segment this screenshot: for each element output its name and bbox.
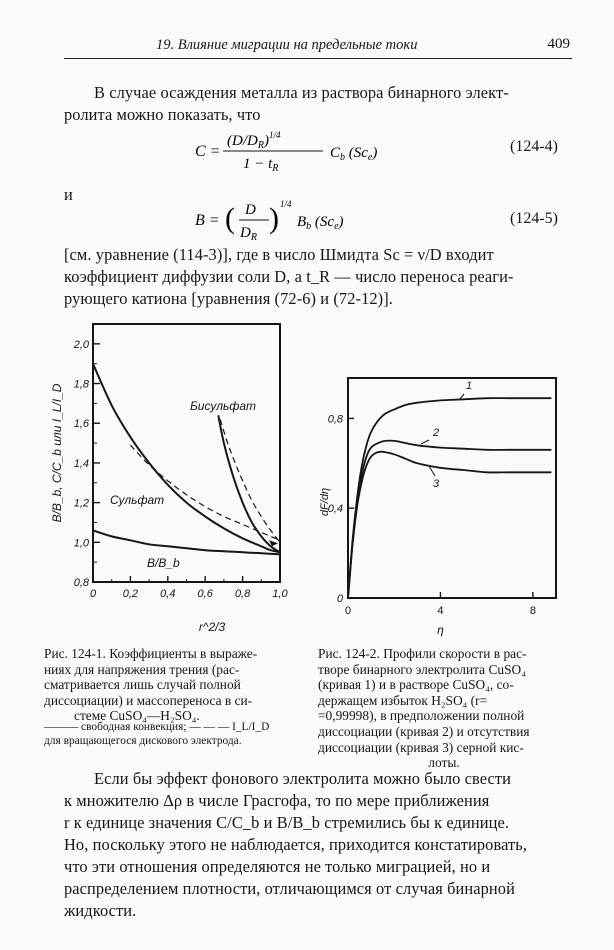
conjunction: и <box>64 185 73 204</box>
equation-denominator: $1 - t_R$ <box>243 156 279 174</box>
x-tick-label: 0 <box>344 605 352 617</box>
explanation-paragraph <box>64 244 572 310</box>
text-line: жидкости. <box>64 901 137 920</box>
label-b-over-bb: B/B_b <box>147 556 180 570</box>
page-number: 409 <box>547 36 570 52</box>
y-tick-label: 1,4 <box>73 457 89 470</box>
x-tick-label: 0,8 <box>234 588 251 600</box>
equation-124-5 <box>195 196 415 246</box>
y-axis-label: B/B_b, C/C_b или I_L/I_D <box>50 383 64 523</box>
text-line: Если бы эффект фонового электролита можно было свести <box>94 769 512 788</box>
text-line: рующего катиона [уравнения (72-6) и (72-12)]. <box>64 289 393 308</box>
equation-numerator: D <box>245 202 256 218</box>
equation-lhs: C = <box>195 143 221 160</box>
x-tick-label: 0,4 <box>160 588 176 600</box>
legend-line: для вращающегося дискового электрода. <box>44 735 242 747</box>
legend-line: ——— свободная конвекция; — — — I_L/I_D <box>44 721 270 733</box>
equation-numerator: $(D/D_R)^{1/4}$ <box>227 130 281 151</box>
x-tick-label: 8 <box>529 605 536 617</box>
curve-1 <box>348 398 551 598</box>
x-axis-label: η <box>437 623 444 637</box>
x-tick-label: 0,6 <box>197 588 213 600</box>
y-axis-label: dF/dη <box>319 487 331 517</box>
y-tick-label: 0,8 <box>327 413 343 426</box>
caption-line: держащем избыток H₂SO₄ (r= <box>318 692 488 708</box>
y-tick-label: 0,8 <box>73 577 89 589</box>
caption-line: Рис. 124-2. Профили скорости в рас- <box>318 646 527 661</box>
curve-2 <box>348 441 551 598</box>
figure-1-caption <box>44 646 300 724</box>
equation-rhs: $C_b$ $(Sc_e)$ <box>330 145 378 163</box>
plot-frame <box>348 378 556 598</box>
caption-line: диссоциации) и массопереноса в си- <box>44 692 253 708</box>
text-line: В случае осаждения металла из раствора бинарного элект- <box>94 83 509 102</box>
equation-rhs: $B_b$ $(Sc_e)$ <box>297 214 344 232</box>
caption-line: =0,99998), в предположении полной <box>318 708 525 724</box>
text-line: r к единице значения C/C_b и B/B_b стремились бы к единице. <box>64 813 510 832</box>
curve-label: 3 <box>433 478 440 490</box>
text-line: к множителю Δρ в числе Грасгофа, то по мере приближения <box>64 791 490 810</box>
equation-lhs: B = <box>195 212 220 229</box>
y-tick-label: 0 <box>336 593 343 605</box>
text-line: Но, поскольку этого не наблюдается, приходится констатировать, <box>64 835 528 854</box>
equation-exponent: 1/4 <box>280 199 292 209</box>
dashed-curve <box>220 419 280 542</box>
y-tick-label: 0,4 <box>327 503 343 516</box>
equation-124-4 <box>195 126 415 176</box>
curve-label: 2 <box>433 427 440 439</box>
y-tick-label: 1,0 <box>73 537 89 550</box>
caption-line: Рис. 124-1. Коэффициенты в выраже- <box>44 646 258 661</box>
caption-line: диссоциации (кривая 3) серной кис- <box>318 739 524 755</box>
caption-line: сматривается лишь случай полной <box>44 677 241 693</box>
y-tick-label: 1,2 <box>73 497 89 510</box>
caption-line: (кривая 1) и в растворе CuSO₄, со- <box>318 677 514 693</box>
caption-line: лоты. <box>428 755 460 771</box>
label-bisulfate: Бисульфат <box>190 399 256 413</box>
caption-line: диссоциации (кривая 2) и отсутствия <box>318 723 530 739</box>
x-tick-label: 0 <box>89 588 97 600</box>
x-tick-label: 0,2 <box>122 588 139 600</box>
caption-line: творе бинарного электролита CuSO₄ <box>318 661 526 677</box>
equation-denominator: $D_R$ <box>240 225 257 243</box>
intro-paragraph <box>64 82 572 126</box>
y-tick-label: 2,0 <box>73 338 89 351</box>
figure-1-legend <box>44 720 269 748</box>
x-tick-label: 1,0 <box>272 588 288 600</box>
figure-124-1 <box>40 318 302 640</box>
y-tick-label: 1,8 <box>73 378 89 391</box>
label-sulfate: Сульфат <box>110 493 165 507</box>
equation-number: (124-5) <box>510 210 558 227</box>
curve-label: 1 <box>466 380 473 392</box>
caption-line: стеме CuSO₄—H₂SO₄. <box>74 708 200 724</box>
curve-3 <box>348 452 551 598</box>
paren-left: ( <box>225 202 235 235</box>
x-axis-label: r^2/3 <box>198 620 226 634</box>
text-line: коэффициент диффузии соли D, а t_R — число переноса реаги- <box>64 267 514 286</box>
figure-2-caption <box>318 646 570 771</box>
section-title: 19. Влияние миграции на предельные токи <box>156 37 418 53</box>
paren-right: ) <box>269 202 279 235</box>
text-line: ролита можно показать, что <box>64 105 261 124</box>
text-line: [см. уравнение (114-3)], где в число Шмидта Sc = ν/D входит <box>64 245 494 264</box>
figure-124-2 <box>316 372 560 642</box>
equation-number: (124-4) <box>510 138 558 155</box>
conclusion-paragraph <box>64 768 572 922</box>
text-line: что эти отношения определяются не только миграцией, но и <box>64 857 491 876</box>
running-head <box>64 36 572 59</box>
caption-line: ниях для напряжения трения (рас- <box>44 661 240 677</box>
curve-leader <box>421 440 429 444</box>
y-tick-label: 1,6 <box>73 418 89 431</box>
text-line: распределением плотности, отличающимся от случая бинарной <box>64 879 515 898</box>
x-tick-label: 4 <box>437 605 444 617</box>
